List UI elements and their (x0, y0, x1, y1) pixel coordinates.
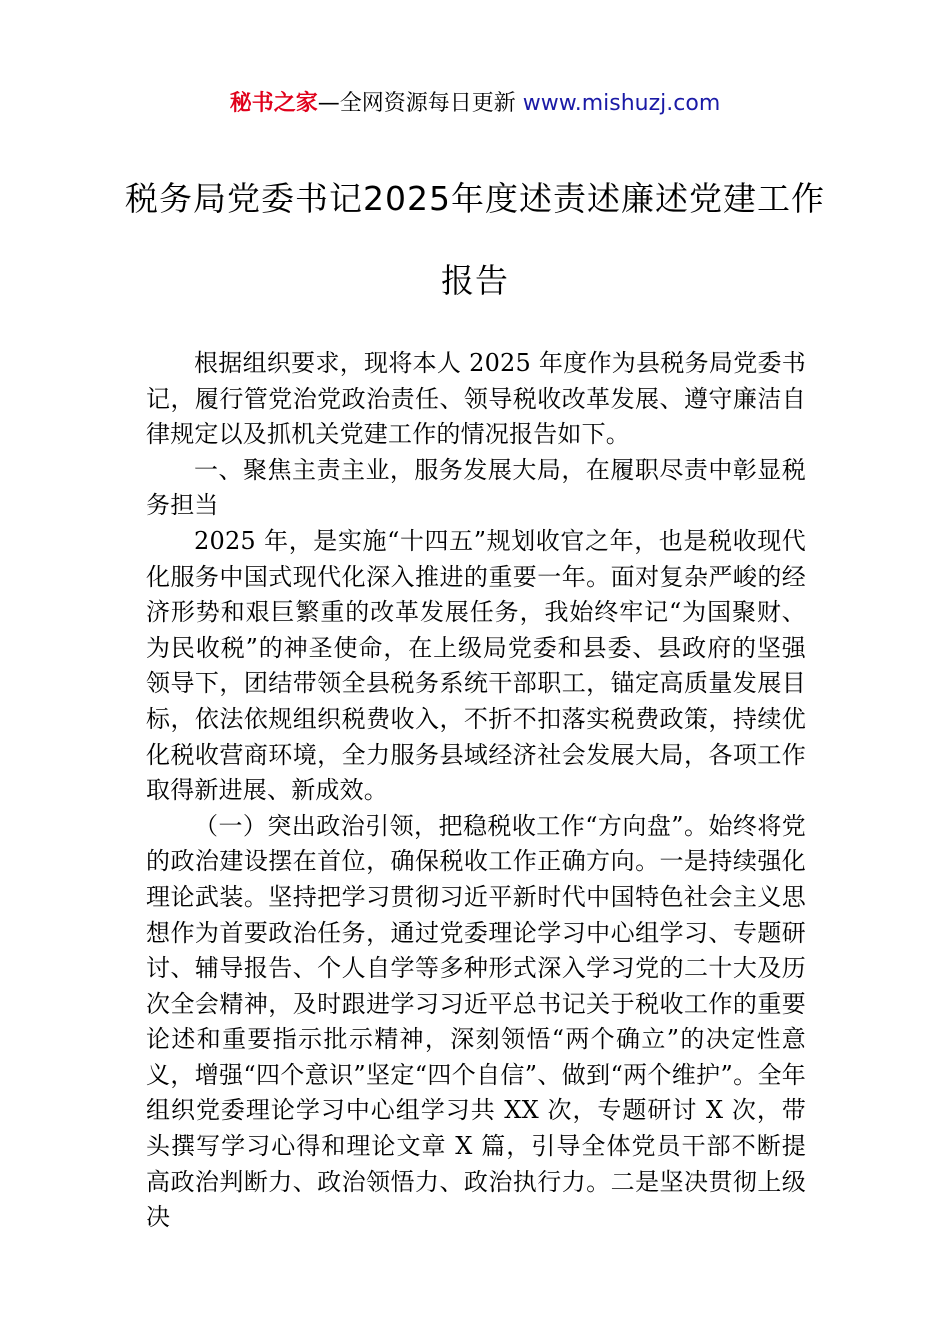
site-url-link[interactable]: www.mishuzj.com (522, 91, 721, 116)
body-paragraph: 2025 年，是实施“十四五”规划收官之年，也是税收现代化服务中国式现代化深入推进的重要一年。面对复杂严峻的经济形势和艰巨繁重的改革发展任务，我始终牢记“为国聚财、为民收税”的神圣使命，在上级局党委和县委、县政府的坚强领导下，团结带领全县税务系统干部职工，锚定高质量发展目标，依法依规组织税费收入，不折不扣落实税费政策，持续优化税收营商环境，全力服务县域经济社会发展大局，各项工作取得新进展、新成效。 (146, 526, 806, 805)
document-title: 税务局党委书记2025年度述责述廉述党建工作报告 (125, 179, 825, 300)
body-paragraph: （一）突出政治引领，把稳税收工作“方向盘”。始终将党的政治建设摆在首位，确保税收工作正确方向。一是持续强化理论武装。坚持把学习贯彻习近平新时代中国特色社会主义思想作为首要政治任务，通过党委理论学习中心组学习、专题研讨、辅导报告、个人自学等多种形式深入学习党的二十大及历次全会精神，及时跟进学习习近平总书记关于税收工作的重要论述和重要指示批示精神，深刻领悟“两个确立”的决定性意义，增强“四个意识”坚定“四个自信”、做到“两个维护”。全年组织党委理论学习中心组学习共 XX 次，专题研讨 X 次，带头撰写学习心得和理论文章 X 篇，引导全体党员干部不断提高政治判断力、政治领悟力、政治执行力。二是坚决贯彻上级决 (146, 811, 806, 1232)
brand-name: 秘书之家 (229, 91, 318, 116)
site-header (0, 88, 950, 120)
site-tagline: —全网资源每日更新 (317, 91, 523, 116)
section-heading-1: 一、聚焦主责主业，服务发展大局，在履职尽责中彰显税务担当 (146, 455, 806, 520)
document-body (146, 346, 806, 1236)
intro-paragraph: 根据组织要求，现将本人 2025 年度作为县税务局党委书记，履行管党治党政治责任、领导税收改革发展、遵守廉洁自律规定以及抓机关党建工作的情况报告如下。 (146, 349, 806, 449)
